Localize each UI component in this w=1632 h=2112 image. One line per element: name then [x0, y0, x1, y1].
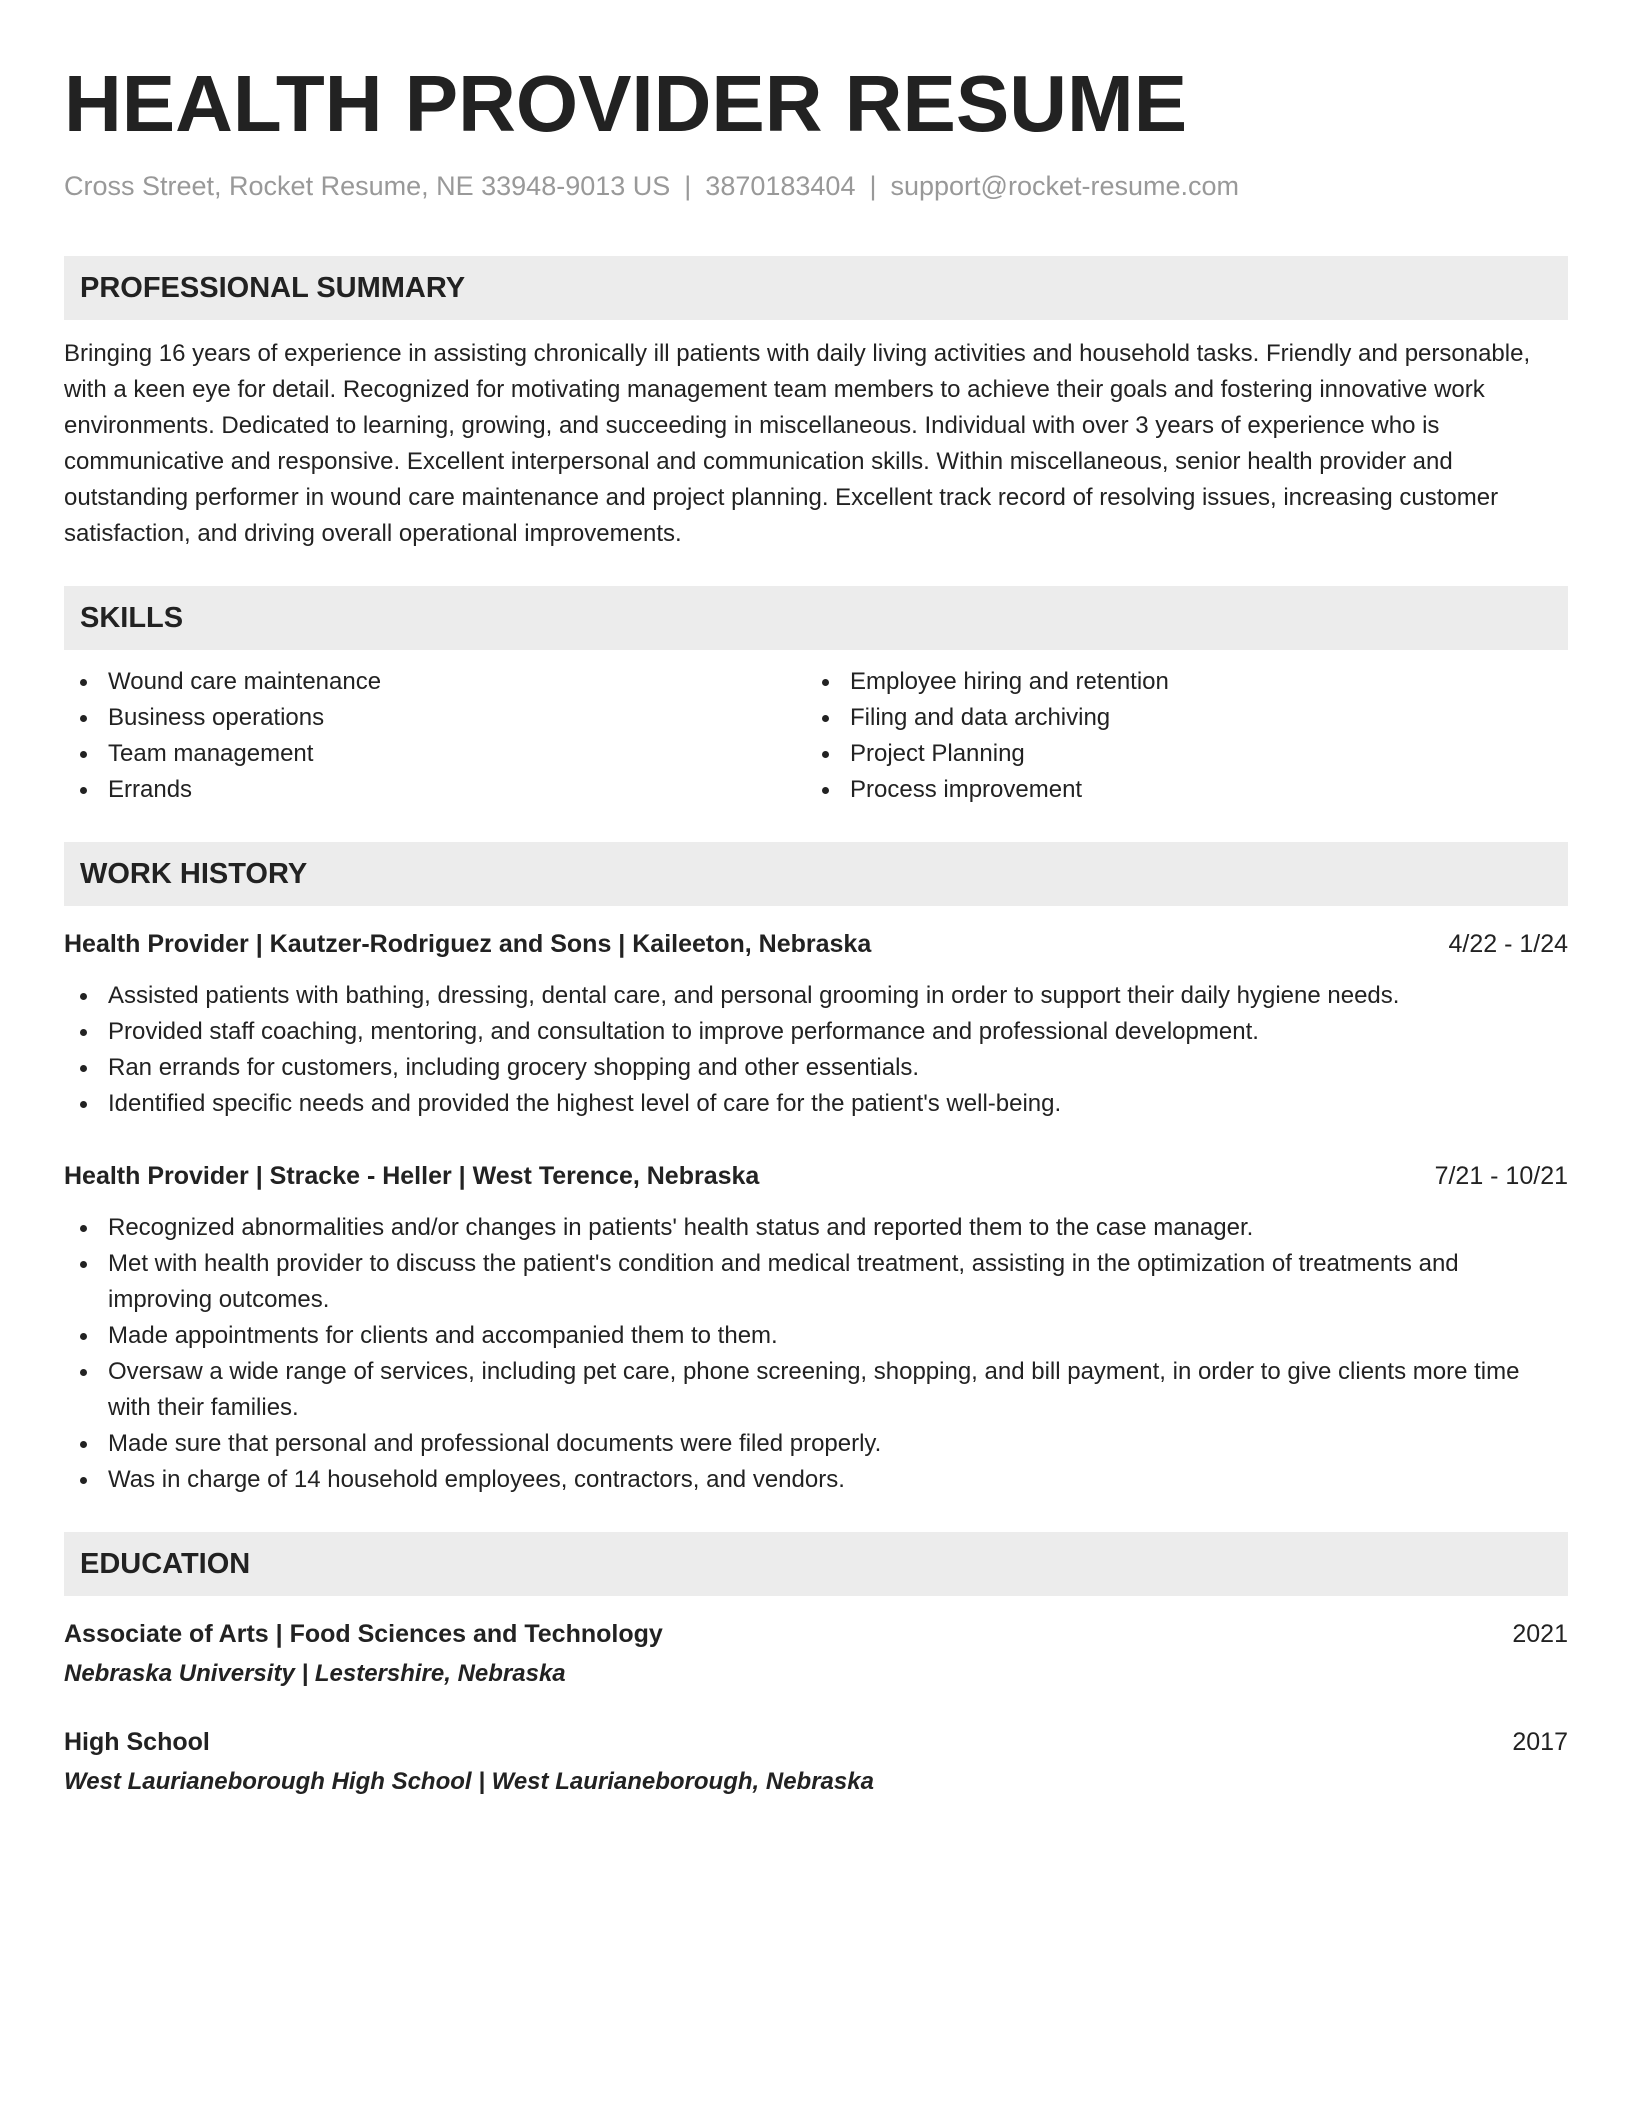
contact-separator: | [684, 171, 692, 201]
skills-columns [64, 664, 1568, 808]
skills-section [64, 586, 1568, 808]
job-title: Health Provider | Kautzer-Rodriguez and Sons | Kaileeton, Nebraska [64, 930, 872, 958]
skill-item: Wound care maintenance [64, 664, 806, 700]
skills-heading: SKILLS [64, 586, 1568, 650]
skill-item: Business operations [64, 700, 806, 736]
education-degree: High School [64, 1728, 210, 1756]
education-entry [64, 1724, 1568, 1800]
skill-item: Project Planning [806, 736, 1548, 772]
education-section [64, 1532, 1568, 1800]
summary-text: Bringing 16 years of experience in assisting chronically ill patients with daily living activities and household tasks. Friendly and personable, with a keen eye for detail. Recognized for motivating management team members to achieve their goals and fostering innovative work environments. Dedicated to learning, growing, and succeeding in miscellaneous. Individual with over 3 years of experience who is communicative and responsive. Excellent interpersonal and communication skills. Within miscellaneous, senior health provider and outstanding performer in wound care maintenance and project planning. Excellent track record of resolving issues, increasing customer satisfaction, and driving overall operational improvements. [64, 340, 1531, 547]
job-bullet: Identified specific needs and provided the highest level of care for the patient's well-being. [64, 1086, 1568, 1122]
job-header [64, 926, 1568, 962]
job-bullet: Oversaw a wide range of services, including pet care, phone screening, shopping, and bill payment, in order to give clients more time with their families. [64, 1354, 1568, 1426]
job-bullet: Met with health provider to discuss the patient's condition and medical treatment, assisting in the optimization of treatments and improving outcomes. [64, 1246, 1568, 1318]
job-bullets [64, 1210, 1568, 1498]
summary-heading: PROFESSIONAL SUMMARY [64, 256, 1568, 320]
contact-phone: 3870183404 [705, 171, 856, 201]
job-bullet: Recognized abnormalities and/or changes in patients' health status and reported them to the case manager. [64, 1210, 1568, 1246]
job-entry [64, 1158, 1568, 1498]
education-heading: EDUCATION [64, 1532, 1568, 1596]
resume-page [64, 56, 1568, 1800]
contact-line [64, 168, 1568, 204]
contact-address: Cross Street, Rocket Resume, NE 33948-9013 US [64, 171, 671, 201]
education-school: West Laurianeborough High School | West Laurianeborough, Nebraska [64, 1768, 874, 1795]
job-header [64, 1158, 1568, 1194]
contact-email: support@rocket-resume.com [890, 171, 1240, 201]
work-heading: WORK HISTORY [64, 842, 1568, 906]
skills-right-list [806, 664, 1548, 808]
education-header [64, 1724, 1568, 1760]
job-bullet: Was in charge of 14 household employees, contractors, and vendors. [64, 1462, 1568, 1498]
skill-item: Employee hiring and retention [806, 664, 1548, 700]
education-school: Nebraska University | Lestershire, Nebraska [64, 1660, 566, 1687]
job-dates: 7/21 - 10/21 [1434, 1162, 1568, 1190]
contact-separator: | [869, 171, 877, 201]
job-bullet: Ran errands for customers, including grocery shopping and other essentials. [64, 1050, 1568, 1086]
education-header [64, 1616, 1568, 1652]
job-title: Health Provider | Stracke - Heller | West Terence, Nebraska [64, 1162, 760, 1190]
skill-item: Process improvement [806, 772, 1548, 808]
education-entry [64, 1616, 1568, 1692]
job-dates: 4/22 - 1/24 [1448, 930, 1568, 958]
education-degree: Associate of Arts | Food Sciences and Technology [64, 1620, 663, 1648]
job-bullet: Provided staff coaching, mentoring, and consultation to improve performance and professional development. [64, 1014, 1568, 1050]
summary-section [64, 256, 1568, 552]
work-section [64, 842, 1568, 1498]
education-year: 2017 [1512, 1728, 1568, 1756]
job-bullet: Assisted patients with bathing, dressing, dental care, and personal grooming in order to support their daily hygiene needs. [64, 978, 1568, 1014]
skill-item: Team management [64, 736, 806, 772]
job-entry [64, 926, 1568, 1122]
skills-left-list [64, 664, 806, 808]
job-bullet: Made sure that personal and professional documents were filed properly. [64, 1426, 1568, 1462]
education-year: 2021 [1512, 1620, 1568, 1648]
resume-title: HEALTH PROVIDER RESUME [64, 59, 1188, 148]
skill-item: Filing and data archiving [806, 700, 1548, 736]
job-bullet: Made appointments for clients and accompanied them to them. [64, 1318, 1568, 1354]
skill-item: Errands [64, 772, 806, 808]
job-bullets [64, 978, 1568, 1122]
